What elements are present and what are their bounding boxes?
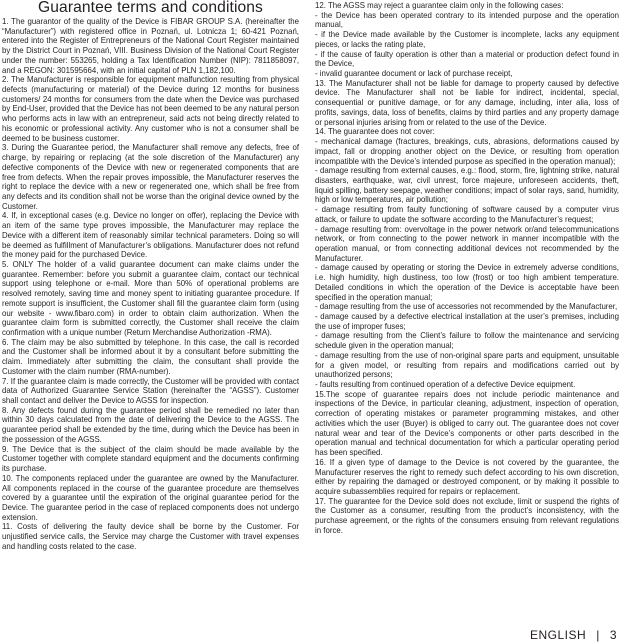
terms-paragraph: 11. Costs of delivering the faulty device shall be borne by the Customer. For unjustified service calls, the Service may charge the Customer with travel expenses and handling costs related to the case. [2,522,299,551]
footer-separator: | [596,628,600,642]
page-number: 3 [609,628,617,642]
terms-paragraph: 14. The guarantee does not cover: [315,127,435,137]
right-paragraph-list [315,1,619,536]
terms-paragraph: 9. The Device that is the subject of the claim should be made available by the Customer together with complete standard equipment and the documents confirming its purchase. [2,444,299,474]
terms-paragraph: 6. The claim may be also submitted by telephone. In this case, the call is recorded and the Customer shall be informed about it by a consultant before submitting the claim. Immediately after submitting the claim, the consultant shall provide the Customer with the claim number (RMA-number). [2,337,299,376]
terms-paragraph: 2. The Manufacturer is responsible for equipment malfunction resulting from physical defects (manufacturing or material) of the Device during 12 months for business customers/ 24 months for consumers from the date when the Device was purchased by End-User, provided that the Device has not been deemed to be any natural person who performs acts in law with an entrepreneur, said acts not being directly related to his economic or professional activity. Any customer who is not a consumer shall be deemed to be business customer. [2,75,299,143]
terms-paragraph: - damage resulting from the use of accessories not recommended by the Manufacturer, [315,302,618,312]
terms-paragraph: 12. The AGSS may reject a guarantee claim only in the following cases: [315,1,564,10]
page-title: Guarantee terms and conditions [38,0,263,16]
left-paragraph-list [2,17,299,552]
terms-paragraph: 8. Any defects found during the guarantee period shall be remedied no later than within 30 days calculated from the date of delivering the Device to the AGSS. The guarantee period shall be extended by the time, during which the Device has been in the possession of the AGSS. [2,405,299,444]
terms-paragraph: 10. The components replaced under the guarantee are owned by the Manufacturer. All components replaced in the course of the guarantee procedure are themselves covered by a guarantee until the expiration of the original guarantee period for the Device. The guarantee period in the case of replaced components does not undergo extension. [2,473,299,522]
page-footer [530,628,617,642]
terms-paragraph: - invalid guarantee document or lack of purchase receipt, [315,69,513,79]
terms-paragraph: 15.The scope of guarantee repairs does not include periodic maintenance and inspections of the Device, in particular cleaning, adjustment, inspection of operation, correction of operating mistakes or parameter programming mistakes, and other activities which the user (Buyer) is obliged to carry out. The guarantee does not cover natural wear and tear of the Device’s components or other parts described in the operation manual and technical documentation for which a particular operating period has been specified. [315,389,619,458]
terms-paragraph: 7. If the guarantee claim is made correctly, the Customer will be provided with contact data of Authorized Guarantee Service Station (hereinafter the “AGSS”). Customer shall contact and deliver the Device to AGSS for inspection. [2,376,299,406]
terms-paragraph: - damage resulting from faulty functioning of software caused by a computer virus attack, or failure to update the software according to the Manufacturer’s request; [315,205,619,224]
terms-paragraph: 16. If a given type of damage to the Device is not covered by the guarantee, the Manufacturer reserves the right to remedy such defect according to his own discretion, either by repairing the damaged or destroyed component, or by making it possible to acquire subassemblies required for repairs or replacement. [315,457,619,496]
terms-paragraph: 13. The Manufacturer shall not be liable for damage to property caused by defective device. The Manufacturer shall not be liable for indirect, incidental, special, consequential or punitive damage, or for any damage, including, inter alia, loss of profits, savings, data, loss of benefits, claims by third parties and any property damage or personal injuries arising from or related to the use of the Device. [315,78,619,127]
terms-paragraph: 5. ONLY The holder of a valid guarantee document can make claims under the guarantee. Remember: before you submit a guarantee claim, contact our technical support using telephone or e-mail. More than 50% of operational problems are resolved remotely, saving time and money spent to initiating guarantee procedure. If remote support is insufficient, the Customer shall fill the guarantee claim form (using our website - www.fibaro.com) in order to obtain claim authorization. When the guarantee claim form is submitted correctly, the Customer shall receive the claim confirmation with a unique number (Return Merchandise Authorization -RMA). [2,259,299,337]
terms-paragraph: - if the Device made available by the Customer is incomplete, lacks any equipment pieces, or lacks the rating plate, [315,30,619,49]
terms-paragraph: - if the cause of faulty operation is other than a material or production defect found in the Device, [315,49,619,69]
terms-paragraph: - damage resulting from: overvoltage in the power network or/and telecommunications network, or from connecting to the power network in manner incompatible with the operation manual, or from connecting additional devices not recommended by the Manufacturer. [315,224,619,263]
terms-paragraph: - damage resulting from external causes, e.g.: flood, storm, fire, lightning strike, natural disasters, earthquake, war, civil unrest, force majeure, unforeseen accidents, theft, liquid spilling, battery seepage, weather conditions; impact of solar rays, sand, humidity, high or low temperatures, air pollution; [315,166,619,205]
terms-paragraph: - faults resulting from continued operation of a defective Device equipment. [315,380,576,390]
terms-paragraph: - damage resulting from the Client’s failure to follow the maintenance and servicing schedule given in the operation manual; [315,331,619,351]
terms-paragraph: 1. The guarantor of the quality of the Device is FIBAR GROUP S.A. (hereinafter the “Manufacturer”) with registered office in Poznań, ul. Lotnicza 1; 60-421 Poznań, entered into the Register of Entrepreneurs of the National Court Register maintained by the District Court in Poznań, VIII. Business Division of the National Court Register under the number: 553265, holding a Tax Identification Number (NIP): 7811858097, and a REGON: 301595664, with an initial capital of PLN 1,182,100. [2,17,299,75]
terms-paragraph: - damage resulting from the use of non-original spare parts and equipment, unsuitable for a given model, or resulting from repairs and modifications carried out by unauthorized persons; [315,350,619,380]
terms-paragraph: 3. During the Guarantee period, the Manufacturer shall remove any defects, free of charge, by repairing or replacing (at the sole discretion of the Manufacturer) any defective components of the Device with new or regenerated components that are free from defects. When the repair proves impossible, the Manufacturer reserves the right to replace the device with a new or regenerated one, which shall be free from any defects and its condition shall not be worse than the original device owned by the Customer. [2,143,299,211]
terms-paragraph: - damage caused by a defective electrical installation at the user’s premises, including the use of improper fuses; [315,312,619,331]
right-column [315,1,619,536]
terms-paragraph: 17. The guarantee for the Device sold does not exclude, limit or suspend the rights of the Customer as a consumer, resulting from the product’s inconsistency, with the purchase agreement, or the rights of the consumers ensuing from relevant regulations in force. [315,496,619,535]
terms-paragraph: 4. If, in exceptional cases (e.g. Device no longer on offer), replacing the Device with an item of the same type proves impossible, the Manufacturer may replace the Device with a different item of reasonably similar technical parameters. Doing so will be deemed as fulfillment of Manufacturer’s obligations. Manufacturer does not refund the money paid for the purchased Device. [2,211,299,260]
terms-paragraph: - the Device has been operated contrary to its intended purpose and the operation manual, [315,10,619,30]
footer-language: ENGLISH [530,628,587,642]
left-column [2,0,299,552]
terms-paragraph: - mechanical damage (fractures, breakings, cuts, abrasions, deformations caused by impact, fall or dropping another object on the Device, or resulting from operation incompatible with the Device’s intended purpose as specified in the operation manual); [315,137,619,166]
terms-paragraph: - damage caused by operating or storing the Device in extremely adverse conditions, i.e. high humidity, high dustiness, too low (frost) or too high ambient temperature. Detailed conditions in which the operation of the Device is acceptable have been specified in the operation manual; [315,263,619,302]
